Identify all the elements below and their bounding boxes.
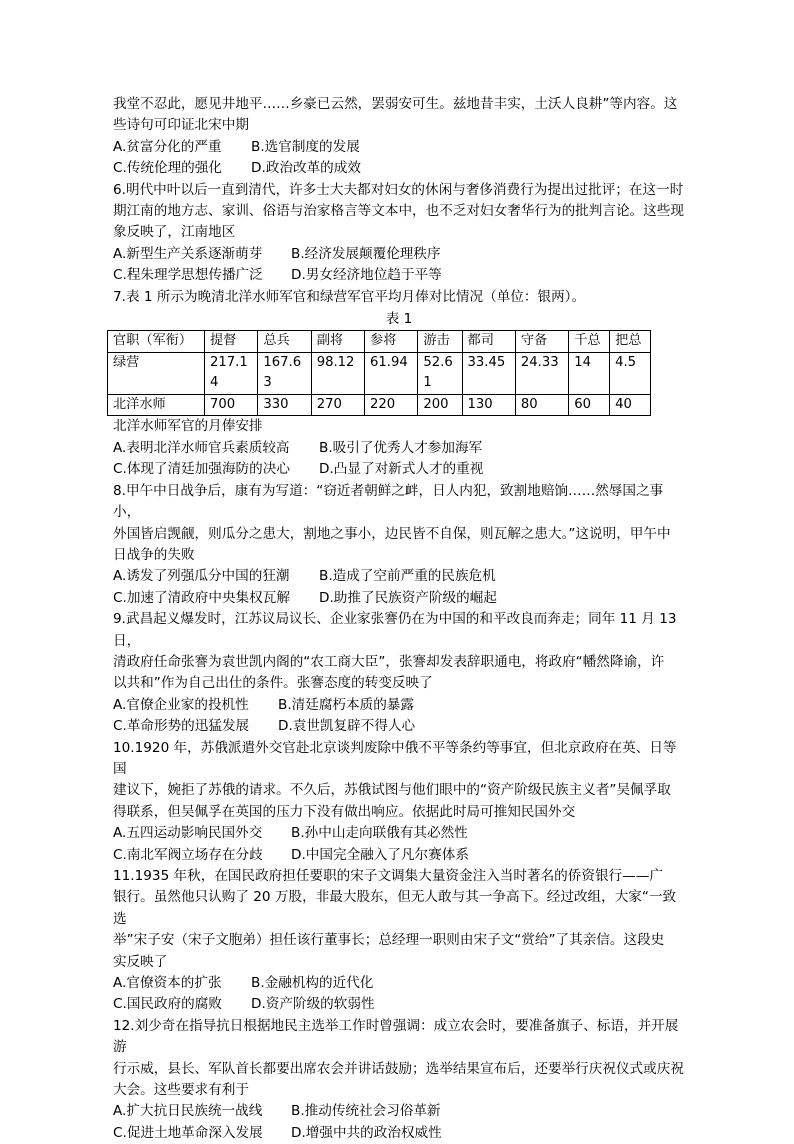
q10-option-a: A.五四运动影响民国外交 bbox=[113, 825, 263, 842]
table-caption: 表 1 bbox=[385, 311, 413, 328]
table-header-cell: 守备 bbox=[515, 331, 568, 353]
q5-options-row-2 bbox=[113, 158, 685, 179]
question-11-line: 举”宋子安（宋子文胞弟）担任该行董事长；总经理一职则由宋子文“赏给”了其亲信。这段史 bbox=[113, 932, 665, 949]
q7-option-b: B.吸引了优秀人才参加海军 bbox=[319, 439, 483, 456]
table-cell: 61.94 bbox=[365, 352, 418, 394]
q9-option-b: B.清廷腐朽本质的暴露 bbox=[278, 696, 414, 713]
table-cell: 40 bbox=[610, 394, 651, 416]
table-header-row bbox=[108, 331, 651, 353]
salary-table bbox=[107, 330, 651, 416]
table-header-cell: 副将 bbox=[311, 331, 364, 353]
q11-option-a: A.官僚资本的扩张 bbox=[113, 975, 222, 992]
q11-option-b: B.金融机构的近代化 bbox=[251, 975, 374, 992]
q9-options-row-2 bbox=[113, 716, 685, 737]
q9-option-a: A.官僚企业家的投机性 bbox=[113, 696, 249, 713]
question-9-line: 以共和”作为自己出仕的条件。张謇态度的转变反映了 bbox=[113, 675, 433, 692]
q10-options-row-1 bbox=[113, 823, 685, 844]
table-cell: 北洋水师 bbox=[108, 394, 205, 416]
question-8-line: 8.甲午中日战争后，康有为写道：“窃近者朝鲜之衅，日人内犯，致割地赔饷……然辱国之事小， bbox=[113, 482, 664, 521]
q11-option-d: D.资产阶级的软弱性 bbox=[251, 996, 375, 1013]
table-header-cell: 参将 bbox=[365, 331, 418, 353]
table-cell bbox=[418, 352, 462, 394]
question-6-line: 6.明代中叶以后一直到清代，许多士大夫都对妇女的休闲与奢侈消费行为提出过批评；在这一时 bbox=[113, 181, 684, 198]
question-11-line: 银行。虽然他只认购了 20 万股，非最大股东，但无人敢与其一争高下。经过改组，大家“一致选 bbox=[113, 889, 677, 927]
question-11-line: 11.1935 年秋，在国民政府担任要职的宋子文调集大量资金注入当时著名的侨资银行——广 bbox=[113, 868, 663, 884]
q11-options-row-1 bbox=[113, 973, 685, 994]
table-cell: 绿营 bbox=[108, 352, 205, 394]
table-cell-text: 217.1 bbox=[210, 354, 248, 370]
question-7-stem: 北洋水师军官的月俸安排 bbox=[113, 418, 263, 435]
table-cell: 700 bbox=[205, 394, 258, 416]
q6-options-row-1 bbox=[113, 244, 685, 265]
table-cell bbox=[205, 352, 258, 394]
question-9-line: 9.武昌起义爆发时，江苏议局议长、企业家张謇仍在为中国的和平改良而奔走；同年 11 月 13 日， bbox=[113, 611, 677, 649]
table-header-cell: 总兵 bbox=[258, 331, 311, 353]
q9-option-c: C.革命形势的迅猛发展 bbox=[113, 718, 250, 735]
table-cell: 200 bbox=[418, 394, 462, 416]
q10-option-d: D.中国完全融入了凡尔赛体系 bbox=[291, 846, 469, 863]
intro-line: 我堂不忍此，愿见井地平……乡豪已云然，罢弱安可生。兹地昔丰实，土沃人良耕”等内容。这 bbox=[113, 96, 678, 112]
question-10-line: 得联系，但吴佩孚在英国的压力下没有做出响应。依据此时局可推知民国外交 bbox=[113, 803, 576, 820]
q6-options-row-2 bbox=[113, 265, 685, 286]
intro-line: 些诗句可印证北宋中期 bbox=[113, 117, 249, 134]
table-cell: 220 bbox=[365, 394, 418, 416]
q12-options-row-2 bbox=[113, 1123, 685, 1144]
q12-option-b: B.推动传统社会习俗革新 bbox=[291, 1103, 441, 1120]
question-12-line: 12.刘少奇在指导抗日根据地民主选举工作时曾强调：成立农会时，要准备旗子、标语，并开展游 bbox=[113, 1017, 679, 1056]
question-8-line: 日战争的失败 bbox=[113, 546, 195, 563]
table-cell: 14 bbox=[569, 352, 610, 394]
q7-options-row-1 bbox=[113, 438, 685, 459]
table-header-cell: 千总 bbox=[569, 331, 610, 353]
question-11-line: 实反映了 bbox=[113, 953, 168, 970]
q5-option-a: A.贫富分化的严重 bbox=[113, 138, 222, 155]
question-8-line: 外国皆启觊觎，则瓜分之患大，割地之事小，边民皆不自保，则瓦解之患大。”这说明，甲午中 bbox=[113, 525, 671, 542]
table-header-cell: 游击 bbox=[418, 331, 462, 353]
table-cell: 80 bbox=[515, 394, 568, 416]
table-cell bbox=[258, 352, 311, 394]
table-cell: 98.12 bbox=[311, 352, 364, 394]
table-cell-text: 4 bbox=[210, 375, 219, 391]
table-cell: 24.33 bbox=[515, 352, 568, 394]
q9-options-row-1 bbox=[113, 695, 685, 716]
table-row-beiyang-navy bbox=[108, 394, 651, 416]
q6-option-d: D.男女经济地位趋于平等 bbox=[291, 267, 442, 284]
table-header-cell: 都司 bbox=[462, 331, 515, 353]
question-10-line: 建议下，婉拒了苏俄的请求。不久后，苏俄试图与他们眼中的“资产阶级民族主义者”吴佩孚取 bbox=[113, 782, 671, 799]
q5-option-c: C.传统伦理的强化 bbox=[113, 160, 222, 177]
q8-option-a: A.诱发了列强瓜分中国的狂潮 bbox=[113, 568, 290, 585]
q12-option-a: A.扩大抗日民族统一战线 bbox=[113, 1103, 263, 1120]
q11-options-row-2 bbox=[113, 994, 685, 1015]
q12-option-d: D.增强中共的政治权威性 bbox=[291, 1124, 442, 1141]
table-cell: 33.45 bbox=[462, 352, 515, 394]
q6-option-c: C.程朱理学思想传播广泛 bbox=[113, 267, 263, 284]
q10-option-b: B.孙中山走向联俄有其必然性 bbox=[291, 825, 468, 842]
question-10-line: 10.1920 年，苏俄派遣外交官赴北京谈判废除中俄不平等条约等事宜，但北京政府在英、日等国 bbox=[113, 739, 677, 777]
table-header-cell: 提督 bbox=[205, 331, 258, 353]
table-header-cell: 官职（军衔） bbox=[108, 331, 205, 353]
q8-option-b: B.造成了空前严重的民族危机 bbox=[319, 568, 496, 585]
table-cell: 4.5 bbox=[610, 352, 651, 394]
q7-option-d: D.凸显了对新式人才的重视 bbox=[319, 461, 484, 478]
q6-option-a: A.新型生产关系逐渐萌芽 bbox=[113, 245, 263, 262]
question-6-line: 象反映了，江南地区 bbox=[113, 224, 236, 241]
q8-option-d: D.助推了民族资产阶级的崛起 bbox=[319, 589, 497, 606]
table-cell: 270 bbox=[311, 394, 364, 416]
q7-option-a: A.表明北洋水师官兵素质较高 bbox=[113, 439, 290, 456]
question-12-line: 行示威，县长、军队首长都要出席农会并讲话鼓励；选举结果宣布后，还要举行庆祝仪式或庆祝 bbox=[113, 1060, 684, 1077]
exam-page bbox=[113, 94, 685, 1144]
q5-option-d: D.政治改革的成效 bbox=[251, 160, 361, 177]
q9-option-d: D.袁世凯复辟不得人心 bbox=[278, 718, 416, 735]
q10-options-row-2 bbox=[113, 845, 685, 866]
table-cell: 60 bbox=[569, 394, 610, 416]
q10-option-c: C.南北军阀立场存在分歧 bbox=[113, 846, 263, 863]
q12-options-row-1 bbox=[113, 1101, 685, 1122]
question-7-line: 7.表 1 所示为晚清北洋水师军官和绿营军官平均月俸对比情况（单位：银两）。 bbox=[113, 288, 586, 305]
q6-option-b: B.经济发展颠覆伦理秩序 bbox=[291, 245, 441, 262]
question-9-line: 清政府任命张謇为袁世凯内阁的“农工商大臣”，张謇却发表辞职通电，将政府“幡然降谕，许 bbox=[113, 653, 665, 670]
table-cell-text: 3 bbox=[263, 375, 272, 391]
q12-option-c: C.促进土地革命深入发展 bbox=[113, 1124, 263, 1141]
table-header-cell: 把总 bbox=[610, 331, 651, 353]
question-6-line: 期江南的地方志、家训、俗语与治家格言等文本中，也不乏对妇女奢华行为的批判言论。这些现 bbox=[113, 203, 684, 220]
table-cell: 330 bbox=[258, 394, 311, 416]
table-cell: 130 bbox=[462, 394, 515, 416]
question-12-line: 大会。这些要求有利于 bbox=[113, 1082, 249, 1099]
q5-option-b: B.选官制度的发展 bbox=[251, 138, 360, 155]
q8-options-row-2 bbox=[113, 588, 685, 609]
table-cell-text: 52.6 bbox=[423, 354, 453, 370]
q8-option-c: C.加速了清政府中央集权瓦解 bbox=[113, 589, 290, 606]
q7-option-c: C.体现了清廷加强海防的决心 bbox=[113, 461, 290, 478]
table-cell-text: 1 bbox=[423, 375, 432, 391]
q5-options-row-1 bbox=[113, 137, 685, 158]
table-cell-text: 167.6 bbox=[263, 354, 302, 370]
q11-option-c: C.国民政府的腐败 bbox=[113, 996, 222, 1013]
q8-options-row-1 bbox=[113, 566, 685, 587]
q7-options-row-2 bbox=[113, 459, 685, 480]
table-row-green-standard bbox=[108, 352, 651, 394]
